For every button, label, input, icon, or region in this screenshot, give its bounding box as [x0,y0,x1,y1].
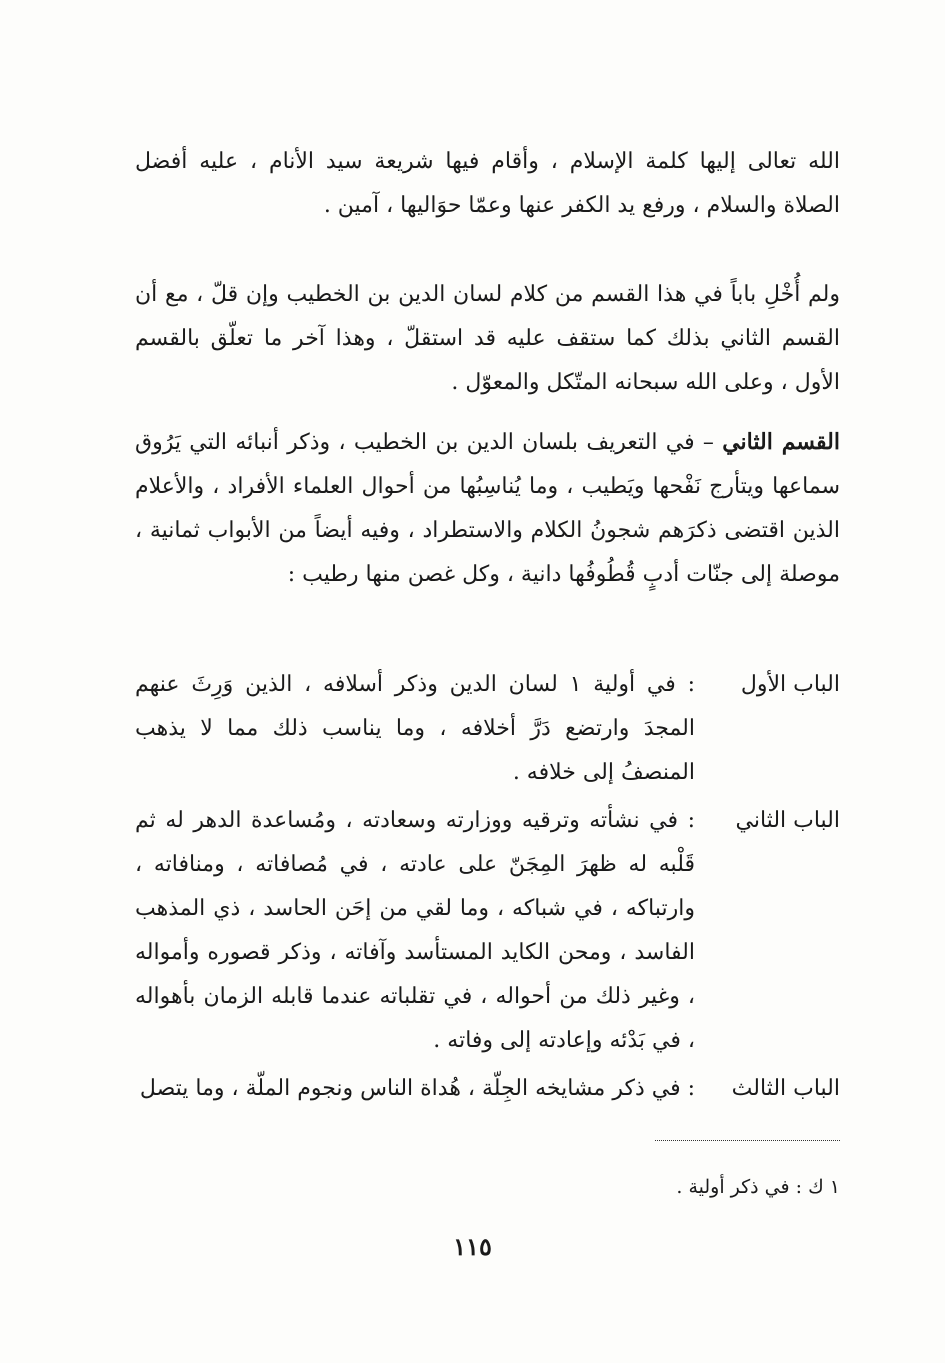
chapter-label: الباب الثاني [735,808,840,833]
chapter-entry [135,1067,840,1111]
paragraph-3-text: – في التعريف بلسان الدين بن الخطيب ، وذكر أنبائه التي يَرُوق سماعها ويتأرج نَفْحها ويَطيب ، وما يُناسِبُها من أحوال العلماء الأفراد ، والأعلام الذين اقتضى ذكرَهم شجونُ الكلام والاستطراد ، وفيه أيضاً من الأبواب ثمانية ، موصلة إلى جنّات أدبٍ قُطُوفُها دانية ، وكل غصن منها رطيب : [135,430,840,587]
paragraph-2-text: ولم أُخْلِ باباً في هذا القسم من كلام لسان الدين بن الخطيب وإن قلّ ، مع أن القسم الثاني بذلك كما ستقف عليه قد استقلّ ، وهذا آخر ما تعلّق بالقسم الأول ، وعلى الله سبحانه المتّكل والمعوّل . [135,282,840,395]
page-number: ١١٥ [453,1232,492,1261]
paragraph-2 [135,273,840,405]
chapter-description: : في ذكر مشايخه الجِلّة ، هُداة الناس ونجوم الملّة ، وما يتصل [139,1076,695,1101]
paragraph-3 [135,420,840,597]
chapter-description: : في نشأته وترقيه ووزارته وسعادته ، ومُساعدة الدهر له ثم قَلْبه له ظهرَ المِجَنّ على عادته ، في مُصافاته ، ومنافاته ، وارتباكه ، في شباكه ، وما لقي من إحَن الحاسد ، ذي المذهب الفاسد ، ومحن الكايد المستأسد وآفاته ، وذكر قصوره وأمواله ، وغير ذلك من أحواله ، في تقلباته عندما قابله الزمان بأهواله ، في بَدْئه وإعادته إلى وفاته . [135,808,695,1053]
chapter-label: الباب الأول [740,672,840,697]
chapter-list [135,663,840,1115]
chapter-entry [135,799,840,1063]
section-heading: القسم الثاني [722,429,840,455]
paragraph-3-body [135,420,840,597]
paragraph-1-text: الله تعالى إليها كلمة الإسلام ، وأقام فيها شريعة سيد الأنام ، عليه أفضل الصلاة والسلام ، ورفع يد الكفر عنها وعمّا حوَاليها ، آمين . [135,149,840,218]
footnote-divider [655,1140,840,1141]
chapter-entry [135,663,840,795]
paragraph-1 [135,140,840,228]
footnote: ١ ك : في ذكر أولية . [676,1176,840,1198]
chapter-description: : في أولية ١ لسان الدين وذكر أسلافه ، الذين وَرِثَ عنهم المجدَ وارتضع دَرَّ أخلافه ، وما يناسب ذلك مما لا يذهب المنصفُ إلى خلافه . [135,672,695,785]
chapter-label: الباب الثالث [731,1076,840,1101]
